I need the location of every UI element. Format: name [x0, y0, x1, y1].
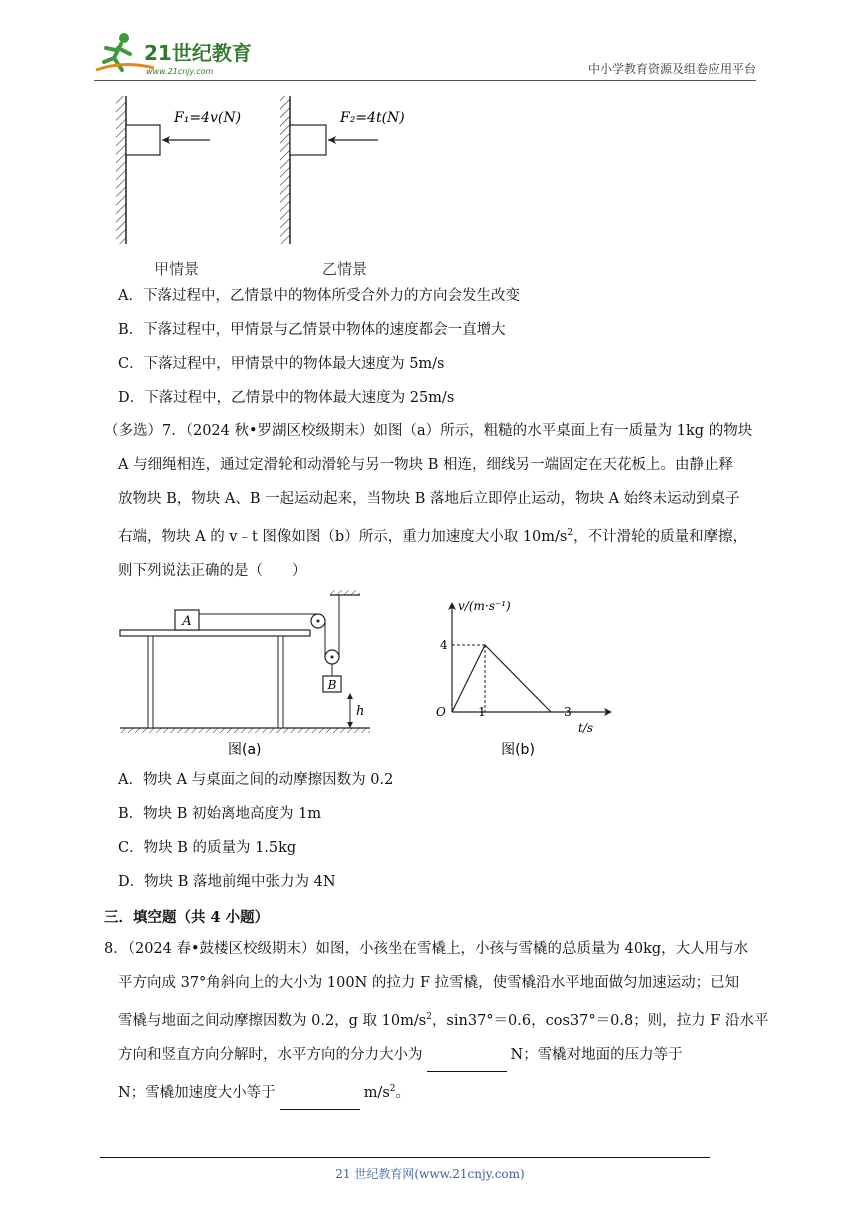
jia-caption: 甲情景 — [154, 260, 200, 278]
wall-scenarios-figure — [110, 92, 430, 282]
q6-option-c: C．下落过程中，甲情景中的物体最大速度为 5m/s — [118, 356, 445, 372]
q8-line-5: N；雪橇加速度大小等于 $m/s^2$。 — [104, 1072, 764, 1110]
block — [126, 125, 160, 155]
origin-label: O — [436, 705, 446, 719]
ceiling-hatch — [330, 590, 360, 595]
answer-blank-1[interactable] — [427, 1055, 507, 1072]
jia-scenario — [116, 96, 241, 244]
q7-stem — [104, 414, 764, 588]
q8-line-4: 方向和竖直方向分解时，水平方向的分力大小为 N；雪橇对地面的压力等于 — [104, 1038, 764, 1072]
q6-option-d: D．下落过程中，乙情景中的物体最大速度为 25m/s — [118, 390, 455, 406]
q7-line-3: 放物块 B，物块 A、B 一起运动起来，当物块 B 落地后立即停止运动，物块 A 始终未运动到桌子 — [118, 491, 740, 507]
jia-force-label: F₁=4v(N) — [174, 110, 242, 126]
q6-option-a: A．下落过程中，乙情景中的物体所受合外力的方向会发生改变 — [118, 288, 520, 304]
logo-url: www.21cnjy.com — [146, 67, 214, 76]
q7-line-2: A 与细绳相连，通过定滑轮和动滑轮与另一物块 B 相连，细线另一端固定在天花板上。由静止释 — [118, 457, 733, 473]
q7-option-b: B．物块 B 初始离地高度为 1m — [118, 806, 322, 822]
logo-text: 21世纪教育 — [144, 41, 252, 65]
table-top — [120, 630, 310, 636]
q6-option-b: B．下落过程中，甲情景与乙情景中物体的速度都会一直增大 — [118, 322, 506, 338]
wall-hatch — [116, 96, 126, 244]
footer-divider — [100, 1157, 710, 1158]
q7-line-1: （多选）7．（2024 秋•罗湖区校级期末）如图（a）所示，粗糙的水平桌面上有一质量为 1kg 的物块 — [104, 423, 753, 439]
section-heading: 三．填空题（共 4 小题） — [104, 909, 270, 926]
footer-text: 21 世纪教育网(www.21cnjy.com) — [335, 1167, 525, 1181]
block-a-label: A — [182, 614, 192, 629]
figure-a-caption: 图(a) — [228, 742, 262, 758]
figure-b-vt-graph — [420, 592, 620, 760]
q7-option-d: D．物块 B 落地前绳中张力为 4N — [118, 874, 336, 890]
site-logo — [94, 30, 264, 80]
header-divider — [94, 80, 756, 81]
x-tick-3: 3 — [564, 705, 572, 719]
figure-a-pulley-setup — [110, 588, 380, 760]
q8-stem — [104, 932, 769, 1110]
y-axis-label: v/(m·s⁻¹) — [458, 599, 511, 613]
table-leg-right — [278, 636, 283, 728]
height-label: h — [356, 704, 365, 719]
answer-blank-3[interactable] — [280, 1093, 360, 1110]
q7-line-4: 右端，物块 A 的 v﹣t 图像如图（b）所示，重力加速度大小取 $10m/s^2$，不计滑轮的质量和摩擦， — [118, 528, 748, 545]
yi-force-label: F₂=4t(N) — [340, 110, 405, 126]
figure-b-caption: 图(b) — [501, 742, 535, 758]
ground-hatch — [120, 728, 370, 733]
table-leg-left — [148, 636, 153, 728]
wall-hatch — [280, 96, 290, 244]
yi-scenario — [280, 96, 405, 244]
platform-name: 中小学教育资源及组卷应用平台 — [587, 62, 756, 76]
q8-line-2: 平方向成 37°角斜向上的大小为 100N 的拉力 F 拉雪橇，使雪橇沿水平地面做匀加速运动；已知 — [118, 975, 740, 991]
vt-series-line — [452, 645, 551, 712]
q8-line-3: 雪橇与地面之间动摩擦因数为 0.2，g 取 $10m/s^2$，sin37°＝0.6，cos37°＝0.8；则，拉力 F 沿水平 — [118, 1012, 769, 1029]
y-tick-4: 4 — [440, 638, 448, 652]
x-tick-1: 1 — [478, 705, 486, 719]
yi-caption: 乙情景 — [322, 260, 368, 278]
q8-line-1: 8．（2024 春•鼓楼区校级期末）如图，小孩坐在雪橇上，小孩与雪橇的总质量为 40kg，大人用与水 — [104, 941, 749, 957]
block-b-label: B — [327, 678, 337, 692]
q7-option-a: A．物块 A 与桌面之间的动摩擦因数为 0.2 — [118, 772, 394, 788]
q7-line-5: 则下列说法正确的是（ ） — [118, 562, 307, 579]
q7-option-c: C．物块 B 的质量为 1.5kg — [118, 840, 297, 856]
x-axis-label: t/s — [578, 721, 594, 735]
block — [290, 125, 326, 155]
